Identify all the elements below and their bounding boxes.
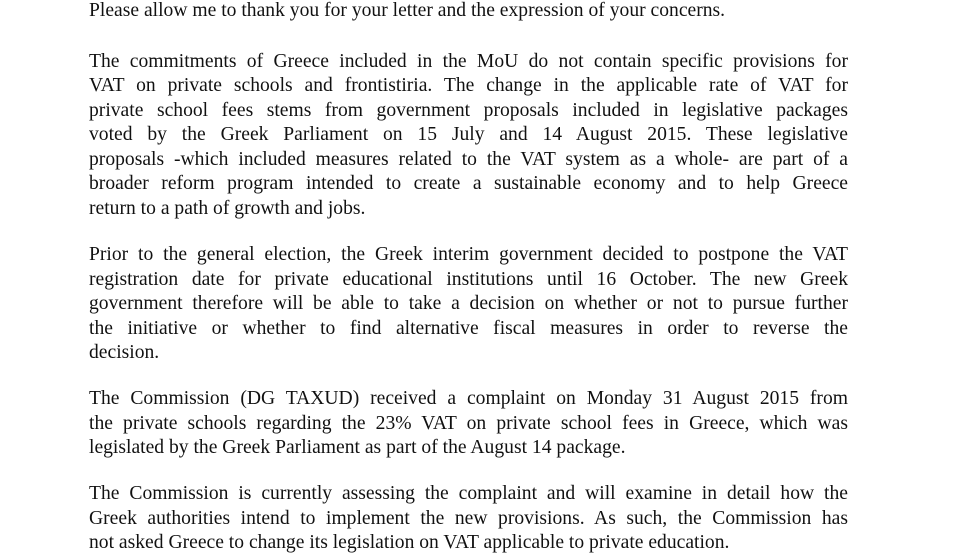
- text-line: Prior to the general election, the Greek interim government decided to postpone the VAT: [89, 244, 848, 265]
- text-line: voted by the Greek Parliament on 15 July and 14 August 2015. These legislative: [89, 124, 848, 145]
- text-line: return to a path of growth and jobs.: [89, 198, 366, 219]
- text-line: Greek authorities intend to implement the new provisions. As such, the Commission has: [89, 508, 848, 529]
- text-line: Please allow me to thank you for your letter and the expression of your concerns.: [89, 0, 726, 21]
- text-line: the initiative or whether to find alternative fiscal measures in order to reverse the: [89, 318, 848, 339]
- text-line: The Commission is currently assessing the complaint and will examine in detail how the: [89, 483, 848, 504]
- text-line: decision.: [89, 342, 160, 363]
- text-line: legislated by the Greek Parliament as part of the August 14 package.: [89, 437, 626, 458]
- text-line: government therefore will be able to take a decision on whether or not to pursue further: [89, 293, 848, 314]
- text-line: The commitments of Greece included in the MoU do not contain specific provisions for: [89, 51, 848, 72]
- text-line: the private schools regarding the 23% VAT on private school fees in Greece, which was: [89, 413, 848, 434]
- text-line: VAT on private schools and frontistiria. The change in the applicable rate of VAT for: [89, 75, 848, 96]
- text-line: registration date for private educational institutions until 16 October. The new Greek: [89, 269, 848, 290]
- text-line: broader reform program intended to create a sustainable economy and to help Greece: [89, 173, 848, 194]
- text-line: The Commission (DG TAXUD) received a complaint on Monday 31 August 2015 from: [89, 388, 848, 409]
- text-line: proposals -which included measures related to the VAT system as a whole- are part of a: [89, 149, 848, 170]
- text-line: private school fees stems from government proposals included in legislative packages: [89, 100, 848, 121]
- text-line: not asked Greece to change its legislation on VAT applicable to private education.: [89, 532, 730, 553]
